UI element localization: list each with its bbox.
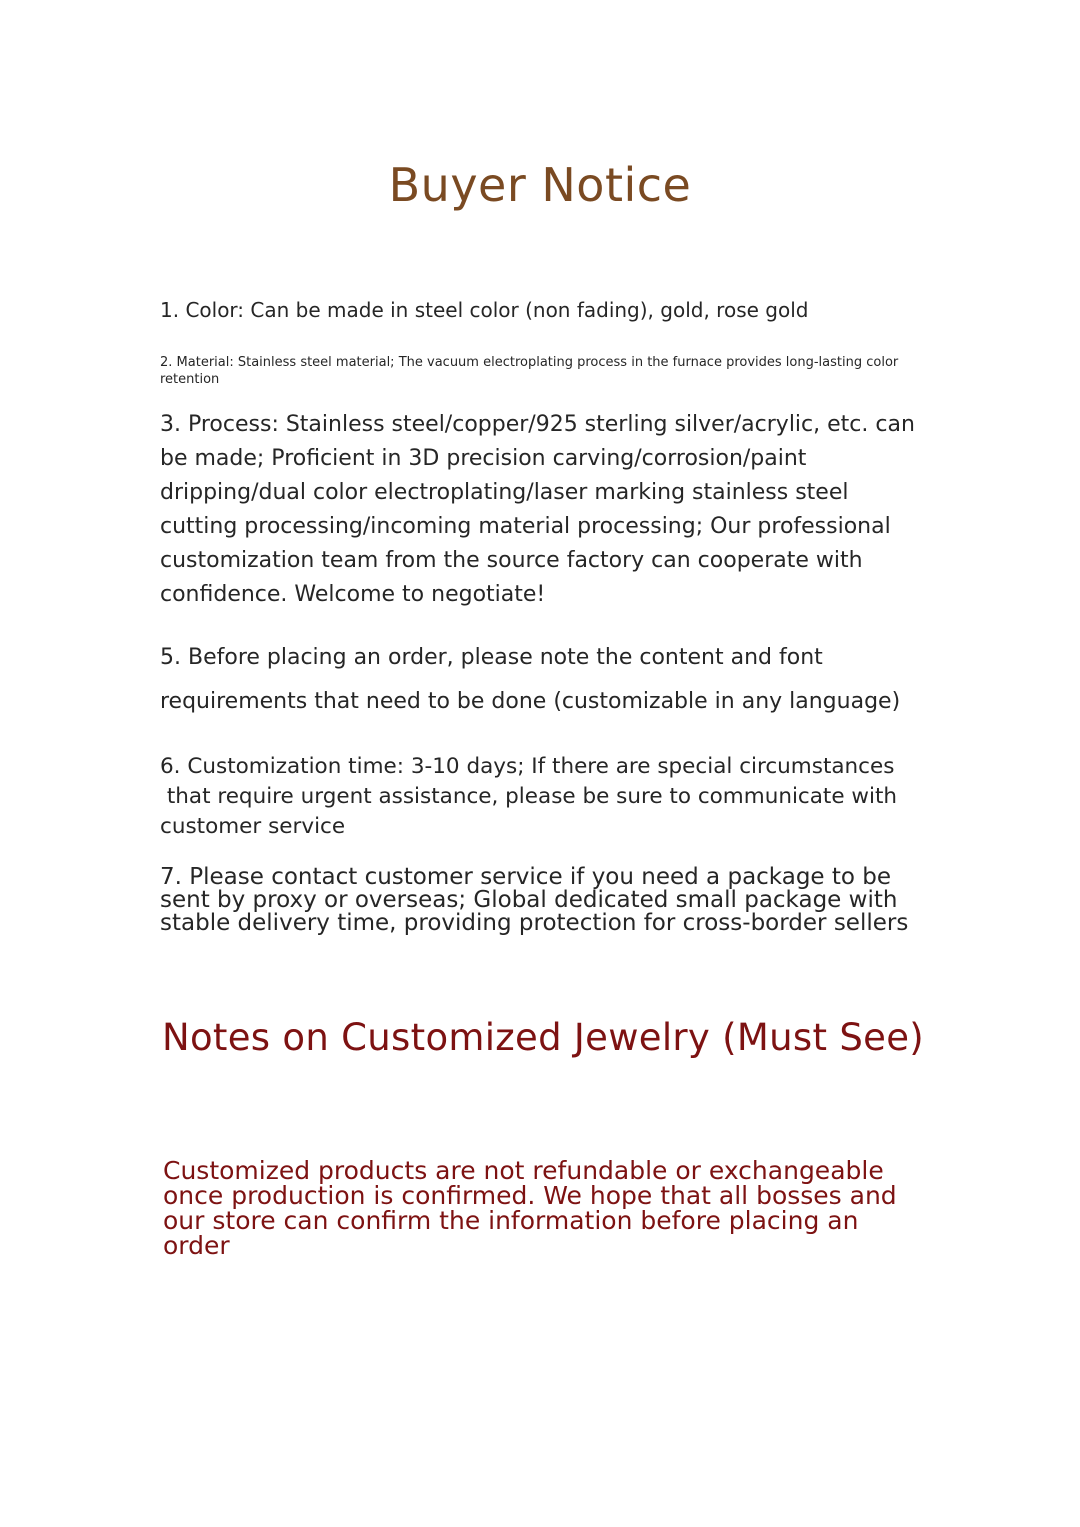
customized-jewelry-disclaimer: Customized products are not refundable or exchangeable once production is confirmed. We hope that all bosses and our store can confirm the information before placing an order [163,1156,897,1260]
notice-customization-time: 6. Customization time: 3-10 days; If there are special circumstances that require urgent assistance, please be sure to communicate with customer service [160,754,898,839]
notice-process: 3. Process: Stainless steel/copper/925 sterling silver/acrylic, etc. can be made; Proficient in 3D precision carving/corrosion/paint dripping/dual color electroplating/laser marking stainless steel cutting processing/incoming material processing; Our professional customization team from the source factory can cooperate with confidence. Welcome to negotiate! [160,412,915,607]
customized-jewelry-heading: Notes on Customized Jewelry (Must See) [162,1016,924,1059]
notice-before-order: 5. Before placing an order, please note the content and font requirements that need to be done (customizable in any language) [160,645,901,714]
notice-material: 2. Material: Stainless steel material; The vacuum electroplating process in the furnace provides long-lasting color retention [160,355,899,387]
notice-package: 7. Please contact customer service if you need a package to be sent by proxy or overseas; Global dedicated small package with stable delivery time, providing protection for cross-border sellers [160,864,909,936]
page-title: Buyer Notice [388,158,692,212]
notice-color: 1. Color: Can be made in steel color (non fading), gold, rose gold [160,298,809,322]
